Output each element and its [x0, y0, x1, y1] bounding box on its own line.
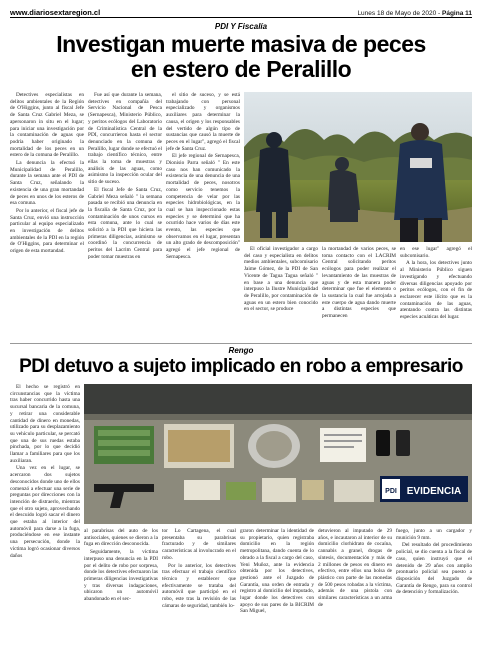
story2-column-3	[162, 528, 236, 664]
story1-paragraph: Detectives especialistas en delitos ambientales de la Región de O'Higgins, junto al fiscal Jefe de Santa Cruz Gabriel Meza, se apersonaron in situ en el lugar; para iniciar una investigación por la contaminación de aguas que podría haber originado la mortalidad de los peces en un estero de la comuna de Peralillo.	[10, 92, 84, 159]
story2-paragraph: Por lo anterior, los detectives tras efectuar el trabajo científico técnico y establecer que efectivamente se trataba del automóvil que participó en el robo, este tras la revisión de las cámaras de seguridad, también lo-	[162, 562, 236, 609]
story1-column-1	[10, 92, 84, 337]
section-divider	[10, 343, 472, 344]
story2-photo	[84, 384, 472, 524]
story1-paragraph: la mortandad de varios peces, se toma contacto con el LACRIM Central solicitando peritos ecólogos para poder realizar el levantamiento de las muestras de aguas y de esta manera poder determinar que fue el elemento o la sustancia la cual fue arrojada a este cuerpo de agua dando muerte a distintas especies que permanecen	[322, 246, 396, 320]
story2-paragraph: Seguidamente, la víctima interpuso una denuncia en la PDI por el delito de robo por sorpresa, donde los detectives efectuaron las primeras diligencias investigativas y tras diversas indagaciones, ubicaron un automóvil abandonado en el sec-	[84, 549, 158, 603]
story2-column-2	[84, 528, 158, 664]
story2-paragraph: Una vez en el lugar, se acercaron dos sujetos desconocidos donde uno de ellos comenzó a efectuar una serie de preguntas por direcciones con la intención de distraerlo, mientras que el otro sujeto, aprovechando el descuido logró sacar el dinero que estaba al interior del automóvil para darse a la fuga, produciéndose en ese instante una persecución, donde la víctima logró ocasionar diversos daños	[10, 465, 80, 559]
story2-paragraph: El hecho se registró en circunstancias que la víctima tras haber concurrido hasta una sucursal bancaria de la comuna, y retirar una considerable cantidad de dinero en monedas, utilizado para su desplazamiento su vehículo particular, se percató que una de sus ruedas estaba pinchada, por lo que decidió llamar a familiares para que los auxiliaran.	[10, 384, 80, 464]
story1-headline-line1: Investigan muerte masiva de peces	[56, 31, 426, 57]
site-url[interactable]: www.diariosextaregion.cl	[10, 8, 101, 17]
story1-paragraph: Por lo anterior, el fiscal jefe de Santa Cruz, envió una instrucción particular al equipo especializado en investigación de delitos ambientales de la PDI en la región de O'Higgins, para determinar el origen de esta mortandad.	[10, 207, 84, 255]
svg-text:PDI: PDI	[385, 488, 397, 495]
date-text: Lunes 18 de Mayo de 2020 -	[357, 10, 442, 17]
story1-kicker: PDI Y Fiscalía	[214, 22, 268, 31]
story1-paragraph: El jefe regional de Sernapesca, Dionisio Parra señaló " En este caso nos han comunicado la existencia de una denuncia de una mortalidad de peces, nosotros como servicio tenemos la competencia de velar por las especies hidrobiológicas, en la cual se han inspeccionado estas especies y se determinó que ha ocurrido hace varios de días este evento, las especies que observamos en el lugar, presentan un alto grado de descomposición" agregó el jefe regional de Sernapesca.	[166, 153, 240, 260]
story2-paragraph: detuvieron al imputado de 29 años, e incautaron al interior de su domicilio clorhidrato de cocaína, cannabis a granel, drogas de síntesis, documentación y más de 2 millones de pesos en dinero en efectivo, entre ellos una bolsa de plástico con parte de las monedas de 500 pesos robadas a la víctima, además de una pistola con similares características a un arma de	[318, 528, 392, 608]
story2-column-6	[396, 528, 472, 664]
story1-paragraph: A la hora, los detectives junto al Ministerio Público siguen investigando y efectuando diversas diligencias apoyado por peritos ecólogos, con el fin de esclarecer este ilícito que es la contaminación de las aguas, atentando contra las distintas especies acuáticas del lugar.	[400, 260, 472, 321]
seized-evidence-image	[84, 384, 472, 524]
story2-column-1	[10, 384, 80, 664]
story2-column-5	[318, 528, 392, 664]
story1-paragraph: el sitio de suceso, y se está trabajando con personal especializado y organismos auxiliares para determinar la causa, el origen y los responsables del vertido de algún tipo de sustancias que causó la muerte de peces en el lugar", agregó el fiscal jefe de Santa Cruz.	[166, 92, 240, 152]
story2-paragraph: fuego, junto a un cargador y munición 9 mm.	[396, 528, 472, 541]
story1-column-6	[400, 246, 472, 338]
evidence-label: EVIDENCIA	[406, 486, 462, 497]
dateline	[357, 10, 472, 17]
story1-column-5	[322, 246, 396, 338]
story1-paragraph: Fue así que durante la semana, detectives en compañía del Servicio Nacional de Pesca (Sernapesca), Ministerio Público, y peritos ecólogos del Laboratorio de Criminalística Central de la PDI, concurrieron hasta el sector denunciado en la comuna de Peralillo, lugar donde se efectuó el trabajo científico técnico, entre ellas la toma de muestras y análisis de las aguas, como asimismo la inspección ocular del sitio de suceso.	[88, 92, 162, 186]
story1-column-3	[166, 92, 240, 337]
story1-paragraph: La denuncia la efectuó la Municipalidad de Peralillo, durante la semana ante el PDI de Santa Cruz, señalando la existencia de una gran mortandad de peces en unos de los esteros de esa comuna.	[10, 160, 84, 207]
page-header	[10, 4, 472, 18]
story1-paragraph: El oficial investigador a cargo del caso y especialista en delitos medios ambientales, subcomisario Jaime Gómez, de la PDI de San Vicente de Tagua Tagua señaló " en base a una denuncia que interpuso la Ilustre Municipalidad de Peralillo, por contaminación de aguas en un estero bien conocido en el sector, se produce	[244, 246, 318, 313]
story2-paragraph: al parabrisas del auto de los antisociales, quienes se dieron a la fuga en dirección desconocida.	[84, 528, 158, 548]
page-number: Página 11	[442, 10, 472, 17]
story1-paragraph: en ese lugar" agregó el subcomisario.	[400, 246, 472, 259]
story2-headline: PDI detuvo a sujeto implicado en robo a empresario	[19, 356, 463, 377]
story2-kicker: Rengo	[228, 346, 254, 355]
story1-photo	[244, 92, 472, 242]
story1-column-2	[88, 92, 162, 337]
story1-headline-line2: en estero de Peralillo	[130, 56, 352, 82]
investigators-creek-image	[244, 92, 472, 242]
story1-paragraph: El fiscal Jefe de Santa Cruz, Gabriel Meza señaló " la semana pasada se recibió una denuncia en la fiscalía de Santa Cruz, por la contaminación de unos cursos en esta comuna, ante lo cual se solicitó a la PDI que hiciera las primeras diligencias, asimismo se coordinó la concurrencia de peritos del Lacrim Central para poder tomar muestras en	[88, 186, 162, 260]
story2-column-4	[240, 528, 314, 664]
story2-paragraph: tor Lo Cartagena, el cual presentaba su parabrisas fracturado y de similares características al involucrado en el robo.	[162, 528, 236, 561]
story2-paragraph: Del resultado del procedimiento policial, se dio cuenta a la fiscal de caso, quien instruyó que el detenido de 29 años con amplio prontuario policial sea puesto a disposición del Juzgado de Garantía de Rengo, para su control de detención y formalización.	[396, 542, 472, 596]
story1-column-4	[244, 246, 318, 338]
story2-paragraph: graron determinar la identidad de su propietario, quien registraba domicilio en la región metropolitana, dando cuenta de lo obrado a la fiscal a cargo del caso, Yeni Muñoz, ante la evidencia obtenida por los detectives, gestionó ante el Juzgado de Garantía, una orden de entrada y registro al domicilio del imputado, lugar donde los detectives con apoyo de sus pares de la BICRIM San Miguel,	[240, 528, 314, 615]
